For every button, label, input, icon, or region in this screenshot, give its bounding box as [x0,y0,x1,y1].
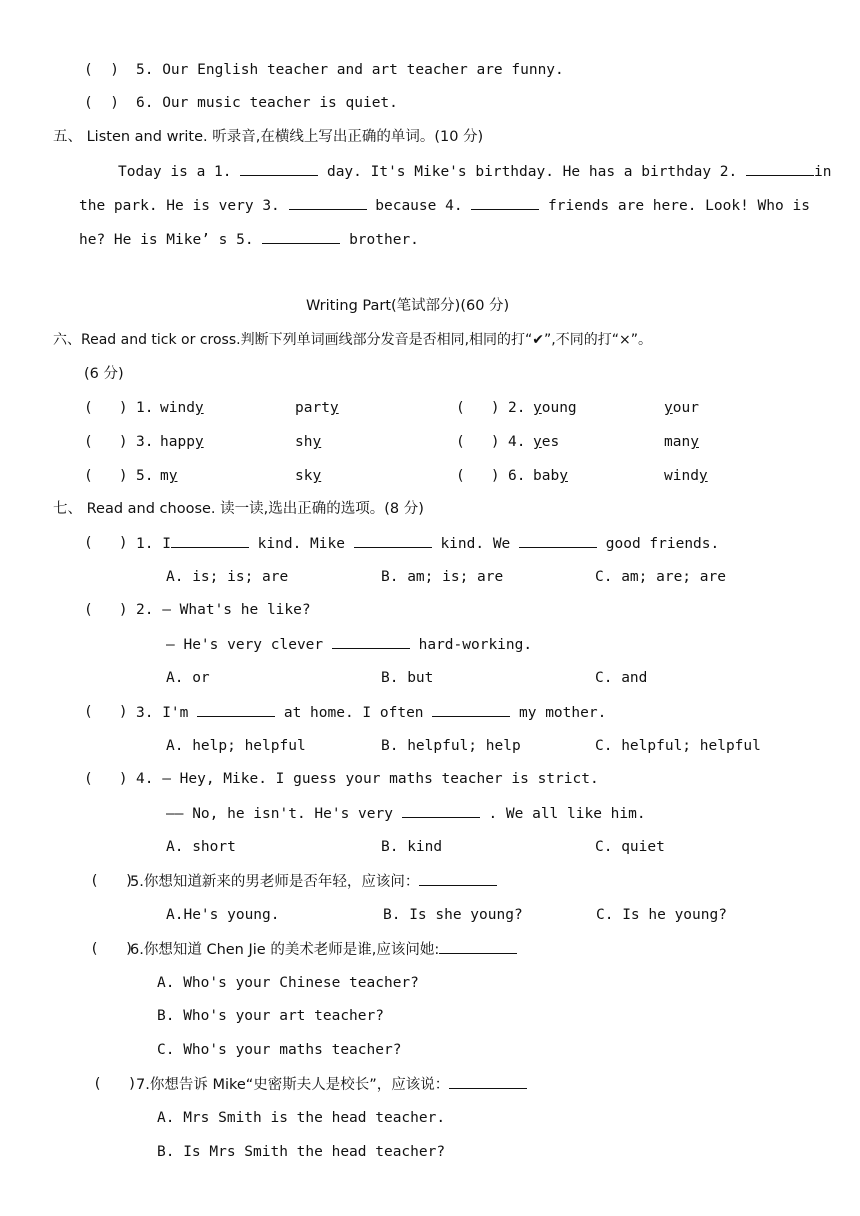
section-7-heading: 七、 Read and choose. 读一读,选出正确的选项。(8 分) [53,501,424,517]
option-c: C. and [595,670,648,686]
blank[interactable] [439,939,517,954]
s6-word: sky [295,468,322,484]
s7-q4-question: 4. — Hey, Mike. I guess your maths teacher is strict. [136,771,599,787]
option-a: A. Mrs Smith is the head teacher. [157,1110,446,1126]
answer-bracket[interactable]: ( ) [84,62,119,78]
blank-1[interactable] [240,161,318,176]
s6-item-number: 4. [508,434,526,450]
option-a: A. or [166,670,210,686]
blank[interactable] [402,803,480,818]
option-b: B. Is she young? [383,907,523,923]
blank[interactable] [332,634,410,649]
option-c: C. am; are; are [595,569,726,585]
option-a: A. Who's your Chinese teacher? [157,975,419,991]
blank[interactable] [197,702,275,717]
s6-word: many [664,434,699,450]
answer-bracket[interactable]: ( ) [84,400,128,416]
answer-bracket[interactable]: ( ) [84,468,128,484]
blank-3[interactable] [289,195,367,210]
s6-word: party [295,400,339,416]
option-b: B. but [381,670,434,686]
s6-word: your [664,400,699,416]
s7-q2-question: 2. — What's he like? [136,602,311,618]
answer-bracket[interactable]: ( ) [90,941,134,957]
option-c: C. helpful; helpful [595,738,761,754]
s6-word: young [533,400,577,416]
section-6-score: (6 分) [84,366,124,382]
blank-2[interactable] [746,161,814,176]
cloze-line-2: the park. He is very 3. because 4. friends are here. Look! Who is [79,195,810,216]
cloze-line-1: Today is a 1. day. It's Mike's birthday. He has a birthday 2. in [118,161,831,182]
answer-bracket[interactable]: ( ) [84,535,128,551]
answer-bracket[interactable]: ( ) [90,873,134,889]
blank[interactable] [449,1074,527,1089]
section-5-heading: 五、 Listen and write. 听录音,在横线上写出正确的单词。(10 分) [53,129,484,145]
option-a: A. help; helpful [166,738,306,754]
option-b: B. Is Mrs Smith the head teacher? [157,1144,446,1160]
s6-word: shy [295,434,322,450]
answer-bracket[interactable]: ( ) [84,434,128,450]
blank[interactable] [419,871,497,886]
s6-word: my [160,468,178,484]
s6-item-number: 1. [136,400,154,416]
s6-word: yes [533,434,560,450]
answer-bracket[interactable]: ( ) [456,468,500,484]
blank-4[interactable] [471,195,539,210]
s6-word: happy [160,434,204,450]
blank[interactable] [171,533,249,548]
s7-q3-text: 3. I'm at home. I often my mother. [136,702,606,723]
blank[interactable] [432,702,510,717]
answer-bracket[interactable]: ( ) [84,95,119,111]
s7-q7-question: 7.你想告诉 Mike“史密斯夫人是校长”，应该说： [136,1074,527,1095]
listen-item-5: 5. Our English teacher and art teacher are funny. [136,62,564,78]
option-b: B. helpful; help [381,738,521,754]
option-c: C. Is he young? [596,907,727,923]
option-b: B. Who's your art teacher? [157,1008,384,1024]
blank[interactable] [519,533,597,548]
writing-part-title: Writing Part(笔试部分)(60 分) [306,298,510,314]
answer-bracket[interactable]: ( ) [84,602,128,618]
listen-item-6: 6. Our music teacher is quiet. [136,95,398,111]
s6-word: windy [664,468,708,484]
answer-bracket[interactable]: ( ) [93,1076,137,1092]
option-c: C. quiet [595,839,665,855]
option-b: B. am; is; are [381,569,504,585]
s6-item-number: 2. [508,400,526,416]
answer-bracket[interactable]: ( ) [456,400,500,416]
blank[interactable] [354,533,432,548]
s6-word: baby [533,468,568,484]
answer-bracket[interactable]: ( ) [84,704,128,720]
option-a: A.He's young. [166,907,280,923]
answer-bracket[interactable]: ( ) [456,434,500,450]
option-b: B. kind [381,839,443,855]
s7-q1-text: 1. I kind. Mike kind. We good friends. [136,533,719,554]
s7-q2-answer: — He's very clever hard-working. [166,634,532,655]
s6-item-number: 5. [136,468,154,484]
s7-q6-question: 6.你想知道 Chen Jie 的美术老师是谁,应该问她: [130,939,517,960]
answer-bracket[interactable]: ( ) [84,771,128,787]
s7-q4-answer: —— No, he isn't. He's very . We all like him. [166,803,646,824]
option-a: A. is; is; are [166,569,289,585]
blank-5[interactable] [262,229,340,244]
s6-word: windy [160,400,204,416]
option-c: C. Who's your maths teacher? [157,1042,402,1058]
option-a: A. short [166,839,236,855]
s6-item-number: 3. [136,434,154,450]
section-6-heading: 六、Read and tick or cross.判断下列单词画线部分发音是否相同,相同的打“✔”,不同的打“×”。 [53,332,652,348]
s7-q5-question: 5.你想知道新来的男老师是否年轻，应该问： [130,871,497,892]
cloze-line-3: he? He is Mike’ s 5. brother. [79,229,419,250]
s6-item-number: 6. [508,468,526,484]
